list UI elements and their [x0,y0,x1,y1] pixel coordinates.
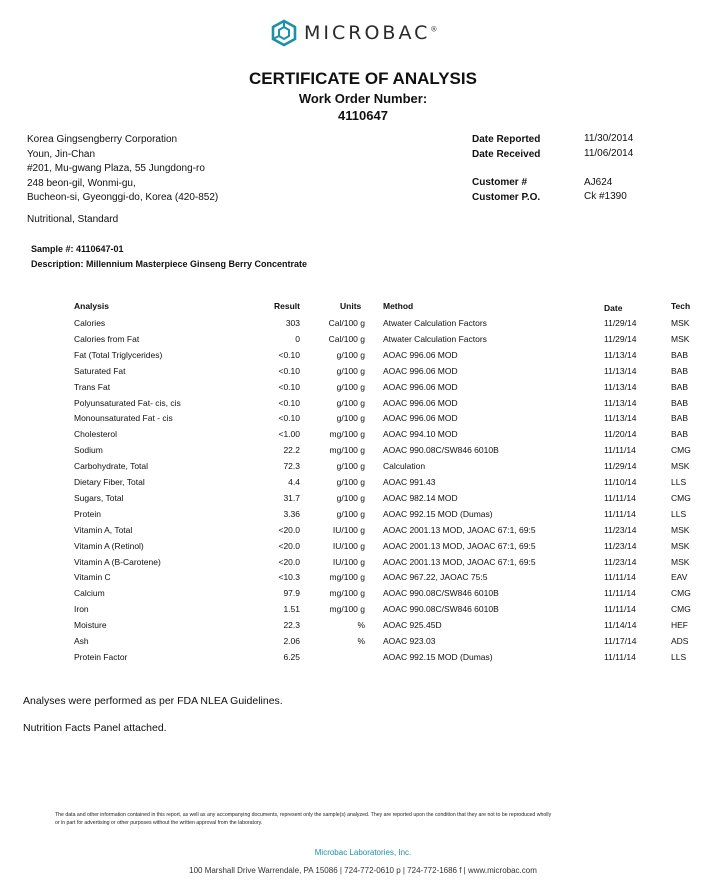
row-units: g/100 g [336,349,365,360]
date-received-value: 11/06/2014 [584,148,634,159]
row-units: g/100 g [336,508,365,519]
row-analysis: Polyunsaturated Fat- cis, cis [74,397,181,408]
row-analysis: Vitamin C [74,572,111,583]
row-result: <1.00 [278,429,300,440]
table-row [0,652,726,667]
company-logo [270,18,437,48]
row-method: AOAC 2001.13 MOD, JAOAC 67:1, 69:5 [383,556,536,567]
row-analysis: Moisture [74,620,107,631]
row-tech: EAV [671,572,688,583]
row-method: AOAC 996.06 MOD [383,381,458,392]
client-line: 248 beon-gil, Wonmi-gu, [27,177,136,189]
table-row [0,461,726,476]
row-date: 11/20/14 [604,429,637,440]
row-tech: LLS [671,508,687,519]
row-method: AOAC 996.06 MOD [383,413,458,424]
row-analysis: Saturated Fat [74,365,126,376]
date-reported-label: Date Reported [472,134,541,145]
sample-description: Description: Millennium Masterpiece Ginseng Berry Concentrate [31,259,308,269]
row-method: AOAC 992.15 MOD (Dumas) [383,508,493,519]
row-tech: CMG [671,588,691,599]
page-title: CERTIFICATE OF ANALYSIS [249,69,477,88]
row-analysis: Fat (Total Triglycerides) [74,349,163,360]
table-row [0,636,726,651]
row-result: 4.4 [288,477,300,487]
date-received-label: Date Received [472,149,541,160]
row-analysis: Protein Factor [74,651,128,662]
row-units: IU/100 g [332,540,365,551]
row-tech: BAB [671,429,689,440]
analysis-standard: Nutritional, Standard [27,214,119,225]
row-date: 11/23/14 [604,524,637,535]
row-tech: LLS [671,477,687,487]
hexagon-logo-icon [270,19,298,47]
row-method: AOAC 967.22, JAOAC 75:5 [383,572,488,583]
row-tech: CMG [671,604,691,615]
customer-po-value: Ck #1390 [584,191,627,202]
panel-note: Nutrition Facts Panel attached. [23,722,167,734]
disclaimer: The data and other information contained in this report, as well as any accompanying documents, represent only the sample(s) analyzed. They are reported upon the condition that they are not to be reproduced wholly or in part for advertising or other purposes without the written approval from the laboratory. [55,812,552,826]
row-result: 1.51 [283,604,300,615]
row-method: AOAC 994.10 MOD [383,429,458,440]
row-units: mg/100 g [329,429,365,440]
row-units: g/100 g [336,365,365,376]
client-line: Korea Gingsengberry Corporation [27,134,178,145]
work-order-label: Work Order Number: [298,91,428,106]
row-units: mg/100 g [329,445,365,456]
row-result: 31.7 [283,492,300,503]
table-row [0,413,726,428]
nlea-note: Analyses were performed as per FDA NLEA Guidelines. [23,695,283,707]
row-tech: HEF [671,620,688,631]
row-analysis: Monounsaturated Fat - cis [74,413,173,424]
row-analysis: Carbohydrate, Total [74,461,149,472]
table-header [0,301,726,316]
client-line: Youn, Jin-Chan [27,148,96,160]
header-method: Method [383,301,414,311]
row-units: g/100 g [336,477,365,487]
table-row [0,445,726,460]
row-method: AOAC 991.43 [383,477,436,487]
customer-value: AJ624 [584,177,613,188]
row-tech: CMG [671,445,691,456]
client-address [27,133,218,206]
row-analysis: Iron [74,604,89,615]
row-result: 2.06 [283,636,300,646]
row-method: AOAC 982.14 MOD [383,492,458,503]
table-row [0,525,726,540]
row-tech: MSK [671,556,690,567]
row-units: g/100 g [336,413,365,424]
row-method: AOAC 2001.13 MOD, JAOAC 67:1, 69:5 [383,540,536,551]
row-result: 97.9 [283,588,300,599]
row-date: 11/13/14 [604,413,637,424]
row-method: AOAC 996.06 MOD [383,397,458,408]
row-date: 11/13/14 [604,349,637,360]
row-analysis: Protein [74,508,101,519]
row-units: g/100 g [336,492,365,503]
row-method: AOAC 992.15 MOD (Dumas) [383,651,493,662]
row-date: 11/11/14 [604,508,636,519]
row-method: AOAC 2001.13 MOD, JAOAC 67:1, 69:5 [383,524,536,535]
table-row [0,588,726,603]
row-date: 11/11/14 [604,588,636,599]
row-date: 11/11/14 [604,604,636,615]
row-tech: MSK [671,333,690,344]
row-analysis: Dietary Fiber, Total [74,477,145,487]
row-units: % [357,636,365,646]
row-units: g/100 g [336,397,365,408]
row-result: <0.10 [278,349,300,360]
row-units: g/100 g [336,461,365,472]
table-row [0,350,726,365]
row-date: 11/17/14 [604,636,637,646]
brand-name: MICROBAC® [304,22,438,44]
row-result: 0 [295,333,300,344]
work-order-number: 4110647 [338,108,388,123]
sample-number: Sample #: 4110647-01 [31,244,124,254]
row-result: 6.25 [283,651,300,662]
customer-label: Customer # [472,177,528,188]
row-result: <20.0 [278,556,300,567]
client-line: Bucheon-si, Gyeonggi-do, Korea (420-852) [27,192,219,204]
table-row [0,398,726,413]
row-result: <20.0 [278,540,300,551]
table-row [0,509,726,524]
table-row [0,620,726,635]
row-analysis: Cholesterol [74,429,117,440]
customer-po-label: Customer P.O. [472,192,541,203]
row-analysis: Vitamin A, Total [74,524,133,535]
row-tech: CMG [671,492,691,503]
row-result: <0.10 [278,365,300,376]
row-units: IU/100 g [332,524,365,535]
date-reported-value: 11/30/2014 [584,133,634,144]
row-result: <0.10 [278,397,300,408]
row-method: AOAC 990.08C/SW846 6010B [383,445,499,456]
row-units: Cal/100 g [328,333,365,344]
row-tech: LLS [671,651,687,662]
row-tech: BAB [671,397,689,408]
table-row [0,477,726,492]
row-units: IU/100 g [332,556,365,567]
table-row [0,366,726,381]
row-tech: ADS [671,636,689,646]
row-date: 11/11/14 [604,572,636,583]
table-row [0,557,726,572]
row-analysis: Vitamin A (B-Carotene) [74,556,161,567]
row-units: g/100 g [336,381,365,392]
row-date: 11/29/14 [604,333,637,344]
row-date: 11/14/14 [604,620,637,631]
row-date: 11/11/14 [604,492,636,503]
table-row [0,334,726,349]
row-method: Atwater Calculation Factors [383,318,487,328]
row-result: 22.2 [283,445,300,456]
row-method: AOAC 996.06 MOD [383,349,458,360]
row-result: 72.3 [283,461,300,472]
row-units: % [357,620,365,631]
header-units: Units [340,301,362,311]
row-date: 11/11/14 [604,651,636,662]
table-row [0,318,726,333]
row-tech: MSK [671,540,690,551]
row-analysis: Sodium [74,445,103,456]
row-analysis: Ash [74,636,89,646]
row-tech: MSK [671,461,690,472]
row-tech: BAB [671,381,689,392]
row-date: 11/23/14 [604,556,637,567]
row-units: mg/100 g [329,604,365,615]
row-analysis: Calcium [74,588,105,599]
row-analysis: Trans Fat [74,381,111,392]
row-date: 11/13/14 [604,365,637,376]
row-tech: BAB [671,349,689,360]
row-result: 22.3 [283,620,300,631]
row-method: AOAC 990.08C/SW846 6010B [383,588,499,599]
table-row [0,604,726,619]
row-tech: MSK [671,524,690,535]
client-line: #201, Mu-gwang Plaza, 55 Jungdong-ro [27,163,205,175]
row-result: <0.10 [278,413,300,424]
footer-address: 100 Marshall Drive Warrendale, PA 15086 | 724-772-0610 p | 724-772-1686 f | www.microbac.com [189,866,537,875]
row-units: mg/100 g [329,588,365,599]
footer-company: Microbac Laboratories, Inc. [314,848,412,857]
header-result: Result [274,301,300,311]
row-date: 11/10/14 [604,477,637,487]
header-analysis: Analysis [74,301,109,311]
row-method: Atwater Calculation Factors [383,333,487,344]
row-analysis: Calories from Fat [74,333,140,344]
row-tech: MSK [671,318,690,328]
header-tech: Tech [671,301,691,311]
table-row [0,382,726,397]
row-result: <20.0 [278,524,300,535]
row-tech: BAB [671,413,689,424]
row-units: mg/100 g [329,572,365,583]
row-date: 11/13/14 [604,397,637,408]
row-method: AOAC 923.03 [383,636,436,646]
row-result: <10.3 [278,572,300,583]
row-date: 11/29/14 [604,318,637,328]
row-units: Cal/100 g [328,318,365,328]
row-result: 303 [285,318,300,328]
row-method: Calculation [383,461,426,472]
row-tech: BAB [671,365,689,376]
row-date: 11/29/14 [604,461,637,472]
table-row [0,493,726,508]
row-result: <0.10 [278,381,300,392]
table-row [0,429,726,444]
header-date: Date [604,303,623,313]
row-date: 11/13/14 [604,381,637,392]
row-method: AOAC 925.45D [383,620,442,631]
table-row [0,572,726,587]
row-analysis: Sugars, Total [74,492,124,503]
row-date: 11/23/14 [604,540,637,551]
row-analysis: Calories [74,318,106,328]
row-method: AOAC 990.08C/SW846 6010B [383,604,499,615]
row-date: 11/11/14 [604,445,636,456]
row-method: AOAC 996.06 MOD [383,365,458,376]
table-row [0,541,726,556]
row-analysis: Vitamin A (Retinol) [74,540,144,551]
row-result: 3.36 [283,508,300,519]
